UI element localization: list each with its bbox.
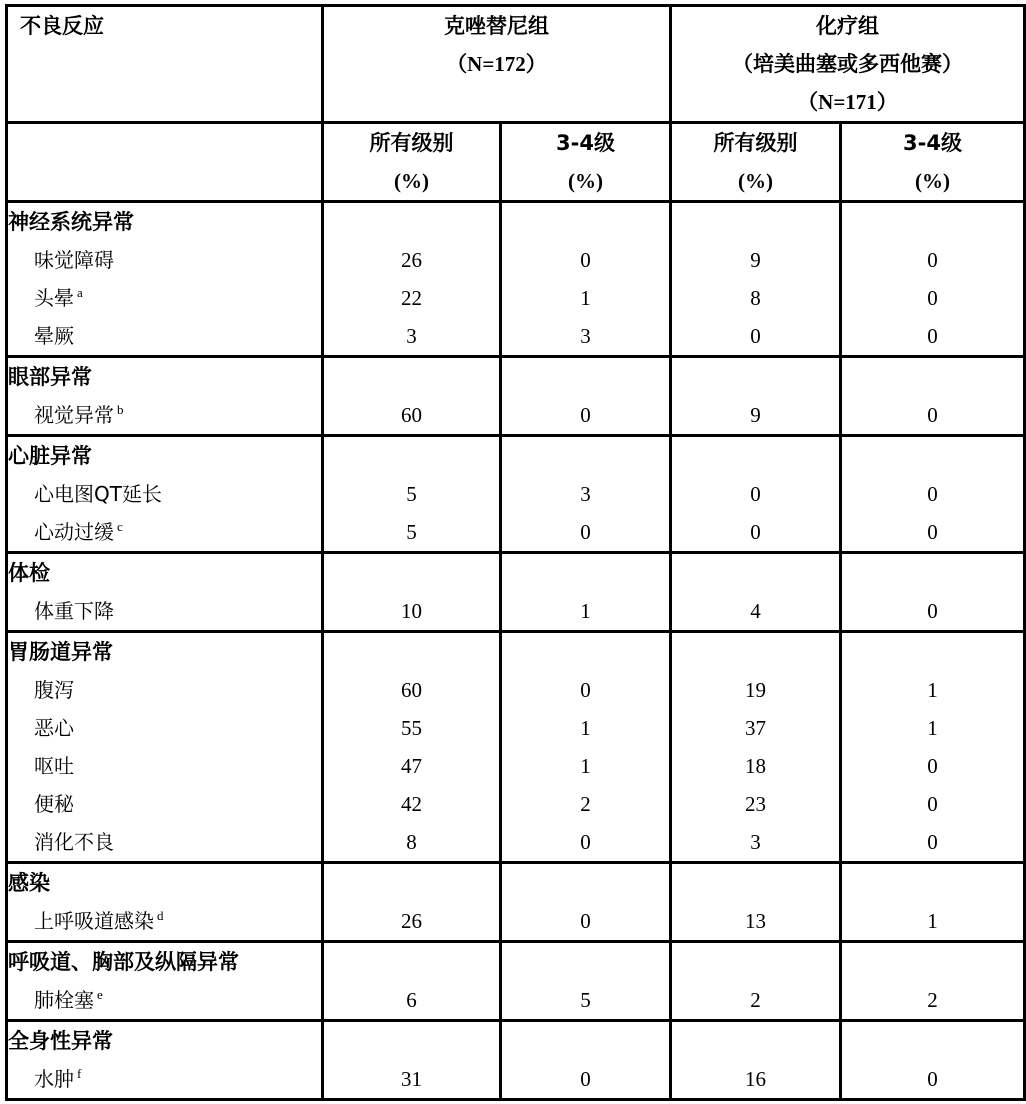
event-label: 呕吐 <box>34 754 74 778</box>
event-label: 心电图QT延长 <box>34 482 162 506</box>
percent-value: 31 <box>401 1067 422 1091</box>
chemo-all-grades-cell <box>671 1021 841 1100</box>
crizotinib-all-grades-cell <box>323 436 501 553</box>
percent-value: 0 <box>927 482 938 506</box>
percent-value: 0 <box>580 909 591 933</box>
section-label-cell <box>7 632 323 863</box>
section-row <box>7 202 1025 357</box>
percent-value: 0 <box>580 1067 591 1091</box>
percent-value: 60 <box>401 403 422 427</box>
adverse-event-name <box>8 823 321 861</box>
percent-value: 13 <box>745 909 766 933</box>
crizotinib-grade-3-4-cell <box>501 863 671 942</box>
adverse-event-name <box>8 785 321 823</box>
adverse-event-name <box>8 475 321 513</box>
header-g1-grade34 <box>501 123 671 202</box>
percent-value: 8 <box>750 286 761 310</box>
category-name: 全身性异常 <box>8 1029 113 1053</box>
section-label-cell <box>7 553 323 632</box>
crizotinib-grade-3-4-cell <box>501 1021 671 1100</box>
percent-value: 1 <box>927 716 938 740</box>
event-label: 腹泻 <box>34 678 74 702</box>
event-label: 味觉障碍 <box>34 248 114 272</box>
percent-value: 16 <box>745 1067 766 1091</box>
crizotinib-all-grades-cell <box>323 863 501 942</box>
percent-value: 0 <box>927 248 938 272</box>
footnote-marker: b <box>117 402 124 417</box>
percent-value: 5 <box>406 482 417 506</box>
percent-value: 2 <box>580 792 591 816</box>
adverse-event-name <box>8 592 321 630</box>
category-name: 胃肠道异常 <box>8 640 113 664</box>
crizotinib-grade-3-4-cell <box>501 632 671 863</box>
percent-value: 1 <box>580 716 591 740</box>
crizotinib-grade-3-4-cell <box>501 942 671 1021</box>
percent-value: 23 <box>745 792 766 816</box>
adverse-event-name <box>8 317 321 355</box>
category-name: 神经系统异常 <box>8 210 134 234</box>
header-adverse-reaction <box>7 6 323 123</box>
percent-value: 0 <box>580 830 591 854</box>
percent-value: 0 <box>580 678 591 702</box>
category-name: 心脏异常 <box>8 444 92 468</box>
chemo-all-grades-cell <box>671 357 841 436</box>
crizotinib-grade-3-4-cell <box>501 202 671 357</box>
section-row <box>7 1021 1025 1100</box>
section-row <box>7 863 1025 942</box>
g2-grade-label: 3-4级 <box>903 131 962 155</box>
header-g1-all <box>323 123 501 202</box>
chemo-all-grades-cell <box>671 942 841 1021</box>
group2-n: （N=171） <box>797 90 898 114</box>
crizotinib-grade-3-4-cell <box>501 436 671 553</box>
event-label: 肺栓塞 <box>34 988 94 1012</box>
adverse-event-name <box>8 709 321 747</box>
percent-value: 1 <box>580 599 591 623</box>
percent-value: 0 <box>927 1067 938 1091</box>
percent-value: 10 <box>401 599 422 623</box>
adverse-event-name <box>8 513 321 551</box>
event-label: 水肿 <box>34 1067 74 1091</box>
footnote-marker: a <box>77 285 83 300</box>
section-label-cell <box>7 436 323 553</box>
g2-all-unit: (%) <box>738 169 773 193</box>
section-row <box>7 436 1025 553</box>
percent-value: 0 <box>580 520 591 544</box>
percent-value: 9 <box>750 403 761 427</box>
percent-value: 0 <box>580 248 591 272</box>
chemo-grade-3-4-cell <box>841 632 1025 863</box>
header-g2-grade34 <box>841 123 1025 202</box>
adverse-reactions-table <box>5 4 1026 1101</box>
header-empty <box>7 123 323 202</box>
crizotinib-grade-3-4-cell <box>501 357 671 436</box>
event-label: 头晕 <box>34 286 74 310</box>
chemo-all-grades-cell <box>671 553 841 632</box>
event-label: 心动过缓 <box>34 520 114 544</box>
percent-value: 55 <box>401 716 422 740</box>
adverse-event-name <box>8 241 321 279</box>
adverse-event-name <box>8 396 321 434</box>
percent-value: 26 <box>401 248 422 272</box>
header-group-chemo <box>671 6 1025 123</box>
category-name: 感染 <box>8 871 50 895</box>
crizotinib-all-grades-cell <box>323 357 501 436</box>
percent-value: 2 <box>927 988 938 1012</box>
percent-value: 0 <box>927 403 938 427</box>
category-name: 呼吸道、胸部及纵隔异常 <box>8 950 239 974</box>
event-label: 晕厥 <box>34 324 74 348</box>
event-label: 恶心 <box>34 716 74 740</box>
percent-value: 0 <box>750 324 761 348</box>
adverse-event-name <box>8 1060 321 1098</box>
percent-value: 9 <box>750 248 761 272</box>
event-label: 消化不良 <box>34 830 114 854</box>
percent-value: 1 <box>580 754 591 778</box>
percent-value: 0 <box>750 482 761 506</box>
chemo-grade-3-4-cell <box>841 436 1025 553</box>
percent-value: 26 <box>401 909 422 933</box>
percent-value: 3 <box>406 324 417 348</box>
group1-name: 克唑替尼组 <box>444 14 549 38</box>
group2-sub: （培美曲塞或多西他赛） <box>732 52 963 76</box>
category-name: 眼部异常 <box>8 365 92 389</box>
percent-value: 4 <box>750 599 761 623</box>
percent-value: 47 <box>401 754 422 778</box>
chemo-grade-3-4-cell <box>841 1021 1025 1100</box>
event-label: 视觉异常 <box>34 403 114 427</box>
percent-value: 0 <box>927 599 938 623</box>
header-g2-all <box>671 123 841 202</box>
percent-value: 0 <box>750 520 761 544</box>
crizotinib-all-grades-cell <box>323 202 501 357</box>
percent-value: 0 <box>927 286 938 310</box>
percent-value: 37 <box>745 716 766 740</box>
header-row-groups <box>7 6 1025 123</box>
g1-all-label: 所有级别 <box>369 131 454 155</box>
percent-value: 0 <box>927 754 938 778</box>
crizotinib-grade-3-4-cell <box>501 553 671 632</box>
percent-value: 18 <box>745 754 766 778</box>
adverse-event-name <box>8 902 321 940</box>
footnote-marker: c <box>117 519 123 534</box>
event-label: 体重下降 <box>34 599 114 623</box>
g1-grade-label: 3-4级 <box>556 131 615 155</box>
crizotinib-all-grades-cell <box>323 632 501 863</box>
footnote-marker: d <box>157 908 164 923</box>
percent-value: 60 <box>401 678 422 702</box>
percent-value: 2 <box>750 988 761 1012</box>
percent-value: 19 <box>745 678 766 702</box>
section-label-cell <box>7 202 323 357</box>
percent-value: 8 <box>406 830 417 854</box>
adverse-event-name <box>8 747 321 785</box>
event-label: 上呼吸道感染 <box>34 909 154 933</box>
percent-value: 0 <box>927 520 938 544</box>
percent-value: 22 <box>401 286 422 310</box>
footnote-marker: e <box>97 987 103 1002</box>
adverse-event-name <box>8 279 321 317</box>
percent-value: 3 <box>580 482 591 506</box>
percent-value: 1 <box>927 909 938 933</box>
g1-all-unit: (%) <box>394 169 429 193</box>
percent-value: 0 <box>927 324 938 348</box>
adverse-event-name <box>8 671 321 709</box>
chemo-grade-3-4-cell <box>841 942 1025 1021</box>
percent-value: 42 <box>401 792 422 816</box>
percent-value: 3 <box>750 830 761 854</box>
group2-name: 化疗组 <box>816 14 879 38</box>
percent-value: 3 <box>580 324 591 348</box>
chemo-grade-3-4-cell <box>841 202 1025 357</box>
percent-value: 0 <box>927 830 938 854</box>
chemo-all-grades-cell <box>671 863 841 942</box>
chemo-all-grades-cell <box>671 202 841 357</box>
section-label-cell <box>7 863 323 942</box>
event-label: 便秘 <box>34 792 74 816</box>
percent-value: 0 <box>927 792 938 816</box>
section-label-cell <box>7 942 323 1021</box>
percent-value: 1 <box>927 678 938 702</box>
header-adverse-reaction-label: 不良反应 <box>20 14 104 38</box>
percent-value: 5 <box>580 988 591 1012</box>
chemo-all-grades-cell <box>671 436 841 553</box>
crizotinib-all-grades-cell <box>323 942 501 1021</box>
percent-value: 5 <box>406 520 417 544</box>
header-row-grades <box>7 123 1025 202</box>
adverse-event-name <box>8 981 321 1019</box>
chemo-grade-3-4-cell <box>841 357 1025 436</box>
crizotinib-all-grades-cell <box>323 1021 501 1100</box>
footnote-marker: f <box>77 1066 82 1081</box>
chemo-grade-3-4-cell <box>841 863 1025 942</box>
percent-value: 1 <box>580 286 591 310</box>
chemo-grade-3-4-cell <box>841 553 1025 632</box>
section-label-cell <box>7 357 323 436</box>
section-row <box>7 942 1025 1021</box>
category-name: 体检 <box>8 561 50 585</box>
percent-value: 0 <box>580 403 591 427</box>
group1-n: （N=172） <box>446 52 547 76</box>
section-label-cell <box>7 1021 323 1100</box>
chemo-all-grades-cell <box>671 632 841 863</box>
section-row <box>7 632 1025 863</box>
section-row <box>7 553 1025 632</box>
crizotinib-all-grades-cell <box>323 553 501 632</box>
g2-all-label: 所有级别 <box>713 131 798 155</box>
g2-grade-unit: (%) <box>915 169 950 193</box>
header-group-crizotinib <box>323 6 671 123</box>
section-row <box>7 357 1025 436</box>
percent-value: 6 <box>406 988 417 1012</box>
g1-grade-unit: (%) <box>568 169 603 193</box>
